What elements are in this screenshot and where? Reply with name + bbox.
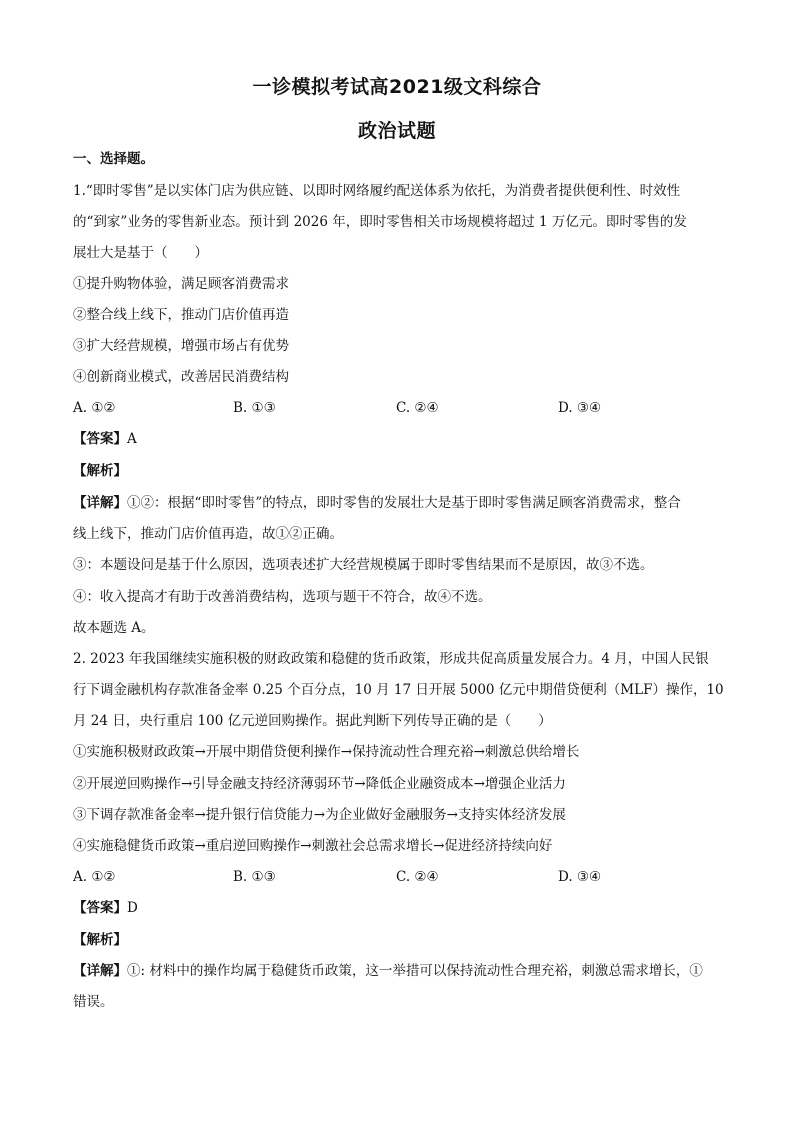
answer-value: A bbox=[127, 431, 137, 447]
q2-statement: ③下调存款准备金率→提升银行信贷能力→为企业做好金融服务→支持实体经济发展 bbox=[73, 807, 566, 823]
q1-statement: ③扩大经营规模，增强市场占有优势 bbox=[73, 338, 289, 354]
q2-detail bbox=[73, 962, 728, 980]
q1-detail-line: ③：本题设问是基于什么原因，选项表述扩大经营规模属于即时零售结果而不是原因，故③不选。 bbox=[73, 557, 654, 573]
q1-stem-line: 1.“即时零售”是以实体门店为供应链、以即时网络履约配送体系为依托，为消费者提供便利性、时效性 bbox=[73, 183, 681, 199]
page-title: 一诊模拟考试高2021级文科综合 bbox=[252, 76, 542, 98]
q2-detail-line: 错误。 bbox=[73, 994, 114, 1010]
q2-statement: ①实施积极财政政策→开展中期借贷便利操作→保持流动性合理充裕→刺激总供给增长 bbox=[73, 744, 580, 760]
q1-conclusion: 故本题选 A。 bbox=[73, 620, 155, 636]
section-heading: 一、选择题。 bbox=[73, 151, 154, 167]
analysis-tag: 【解析】 bbox=[73, 463, 127, 479]
q1-stem-line: 展壮大是基于（ ） bbox=[73, 245, 208, 261]
q1-detail-line: ④：收入提高才有助于改善消费结构，选项与题干不符合，故④不选。 bbox=[73, 589, 492, 605]
q1-analysis-tag bbox=[73, 462, 728, 480]
q1-stem-line: 的“到家”业务的零售新业态。预计到 2026 年，即时零售相关市场规模将超过 1 万亿元。即时零售的发 bbox=[73, 214, 687, 230]
q1-answer bbox=[73, 430, 728, 448]
page-subtitle: 政治试题 bbox=[357, 120, 436, 142]
q1-option-d: D. ③④ bbox=[558, 400, 602, 416]
q1-statement: ①提升购物体验，满足顾客消费需求 bbox=[73, 276, 289, 292]
q1-option-a: A. ①② bbox=[73, 400, 116, 416]
q2-analysis-tag bbox=[73, 931, 728, 949]
q1-option-c: C. ②④ bbox=[396, 400, 439, 416]
detail-tag: 【详解】 bbox=[73, 963, 127, 979]
q2-statement: ②开展逆回购操作→引导金融支持经济薄弱环节→降低企业融资成本→增强企业活力 bbox=[73, 776, 566, 792]
answer-value: D bbox=[127, 900, 138, 916]
answer-tag: 【答案】 bbox=[73, 431, 127, 447]
detail-tag: 【详解】 bbox=[73, 495, 127, 511]
q2-stem-line: 月 24 日，央行重启 100 亿元逆回购操作。据此判断下列传导正确的是（ ） bbox=[73, 713, 552, 729]
analysis-tag: 【解析】 bbox=[73, 932, 127, 948]
q2-stem-line: 2. 2023 年我国继续实施积极的财政政策和稳健的货币政策，形成共促高质量发展合力。4 月，中国人民银 bbox=[73, 651, 709, 667]
q2-option-d: D. ③④ bbox=[558, 869, 602, 885]
q2-option-a: A. ①② bbox=[73, 869, 116, 885]
q1-statement: ②整合线上线下，推动门店价值再造 bbox=[73, 307, 289, 323]
q1-detail bbox=[73, 494, 728, 512]
detail-text: ①②：根据“即时零售”的特点，即时零售的发展壮大是基于即时零售满足顾客消费需求，整合 bbox=[127, 495, 681, 511]
q2-stem-line: 行下调金融机构存款准备金率 0.25 个百分点，10 月 17 日开展 5000 亿元中期借贷便利（MLF）操作，10 bbox=[73, 682, 724, 698]
q1-detail-line: 线上线下，推动门店价值再造，故①②正确。 bbox=[73, 526, 343, 542]
q2-statement: ④实施稳健货币政策→重启逆回购操作→刺激社会总需求增长→促进经济持续向好 bbox=[73, 838, 553, 854]
q2-option-b: B. ①③ bbox=[233, 869, 276, 885]
answer-tag: 【答案】 bbox=[73, 900, 127, 916]
detail-text: ①: 材料中的操作均属于稳健货币政策，这一举措可以保持流动性合理充裕，刺激总需求增长，① bbox=[127, 963, 703, 979]
q2-option-c: C. ②④ bbox=[396, 869, 439, 885]
q2-answer bbox=[73, 899, 728, 917]
q1-option-b: B. ①③ bbox=[233, 400, 276, 416]
q1-statement: ④创新商业模式，改善居民消费结构 bbox=[73, 369, 289, 385]
